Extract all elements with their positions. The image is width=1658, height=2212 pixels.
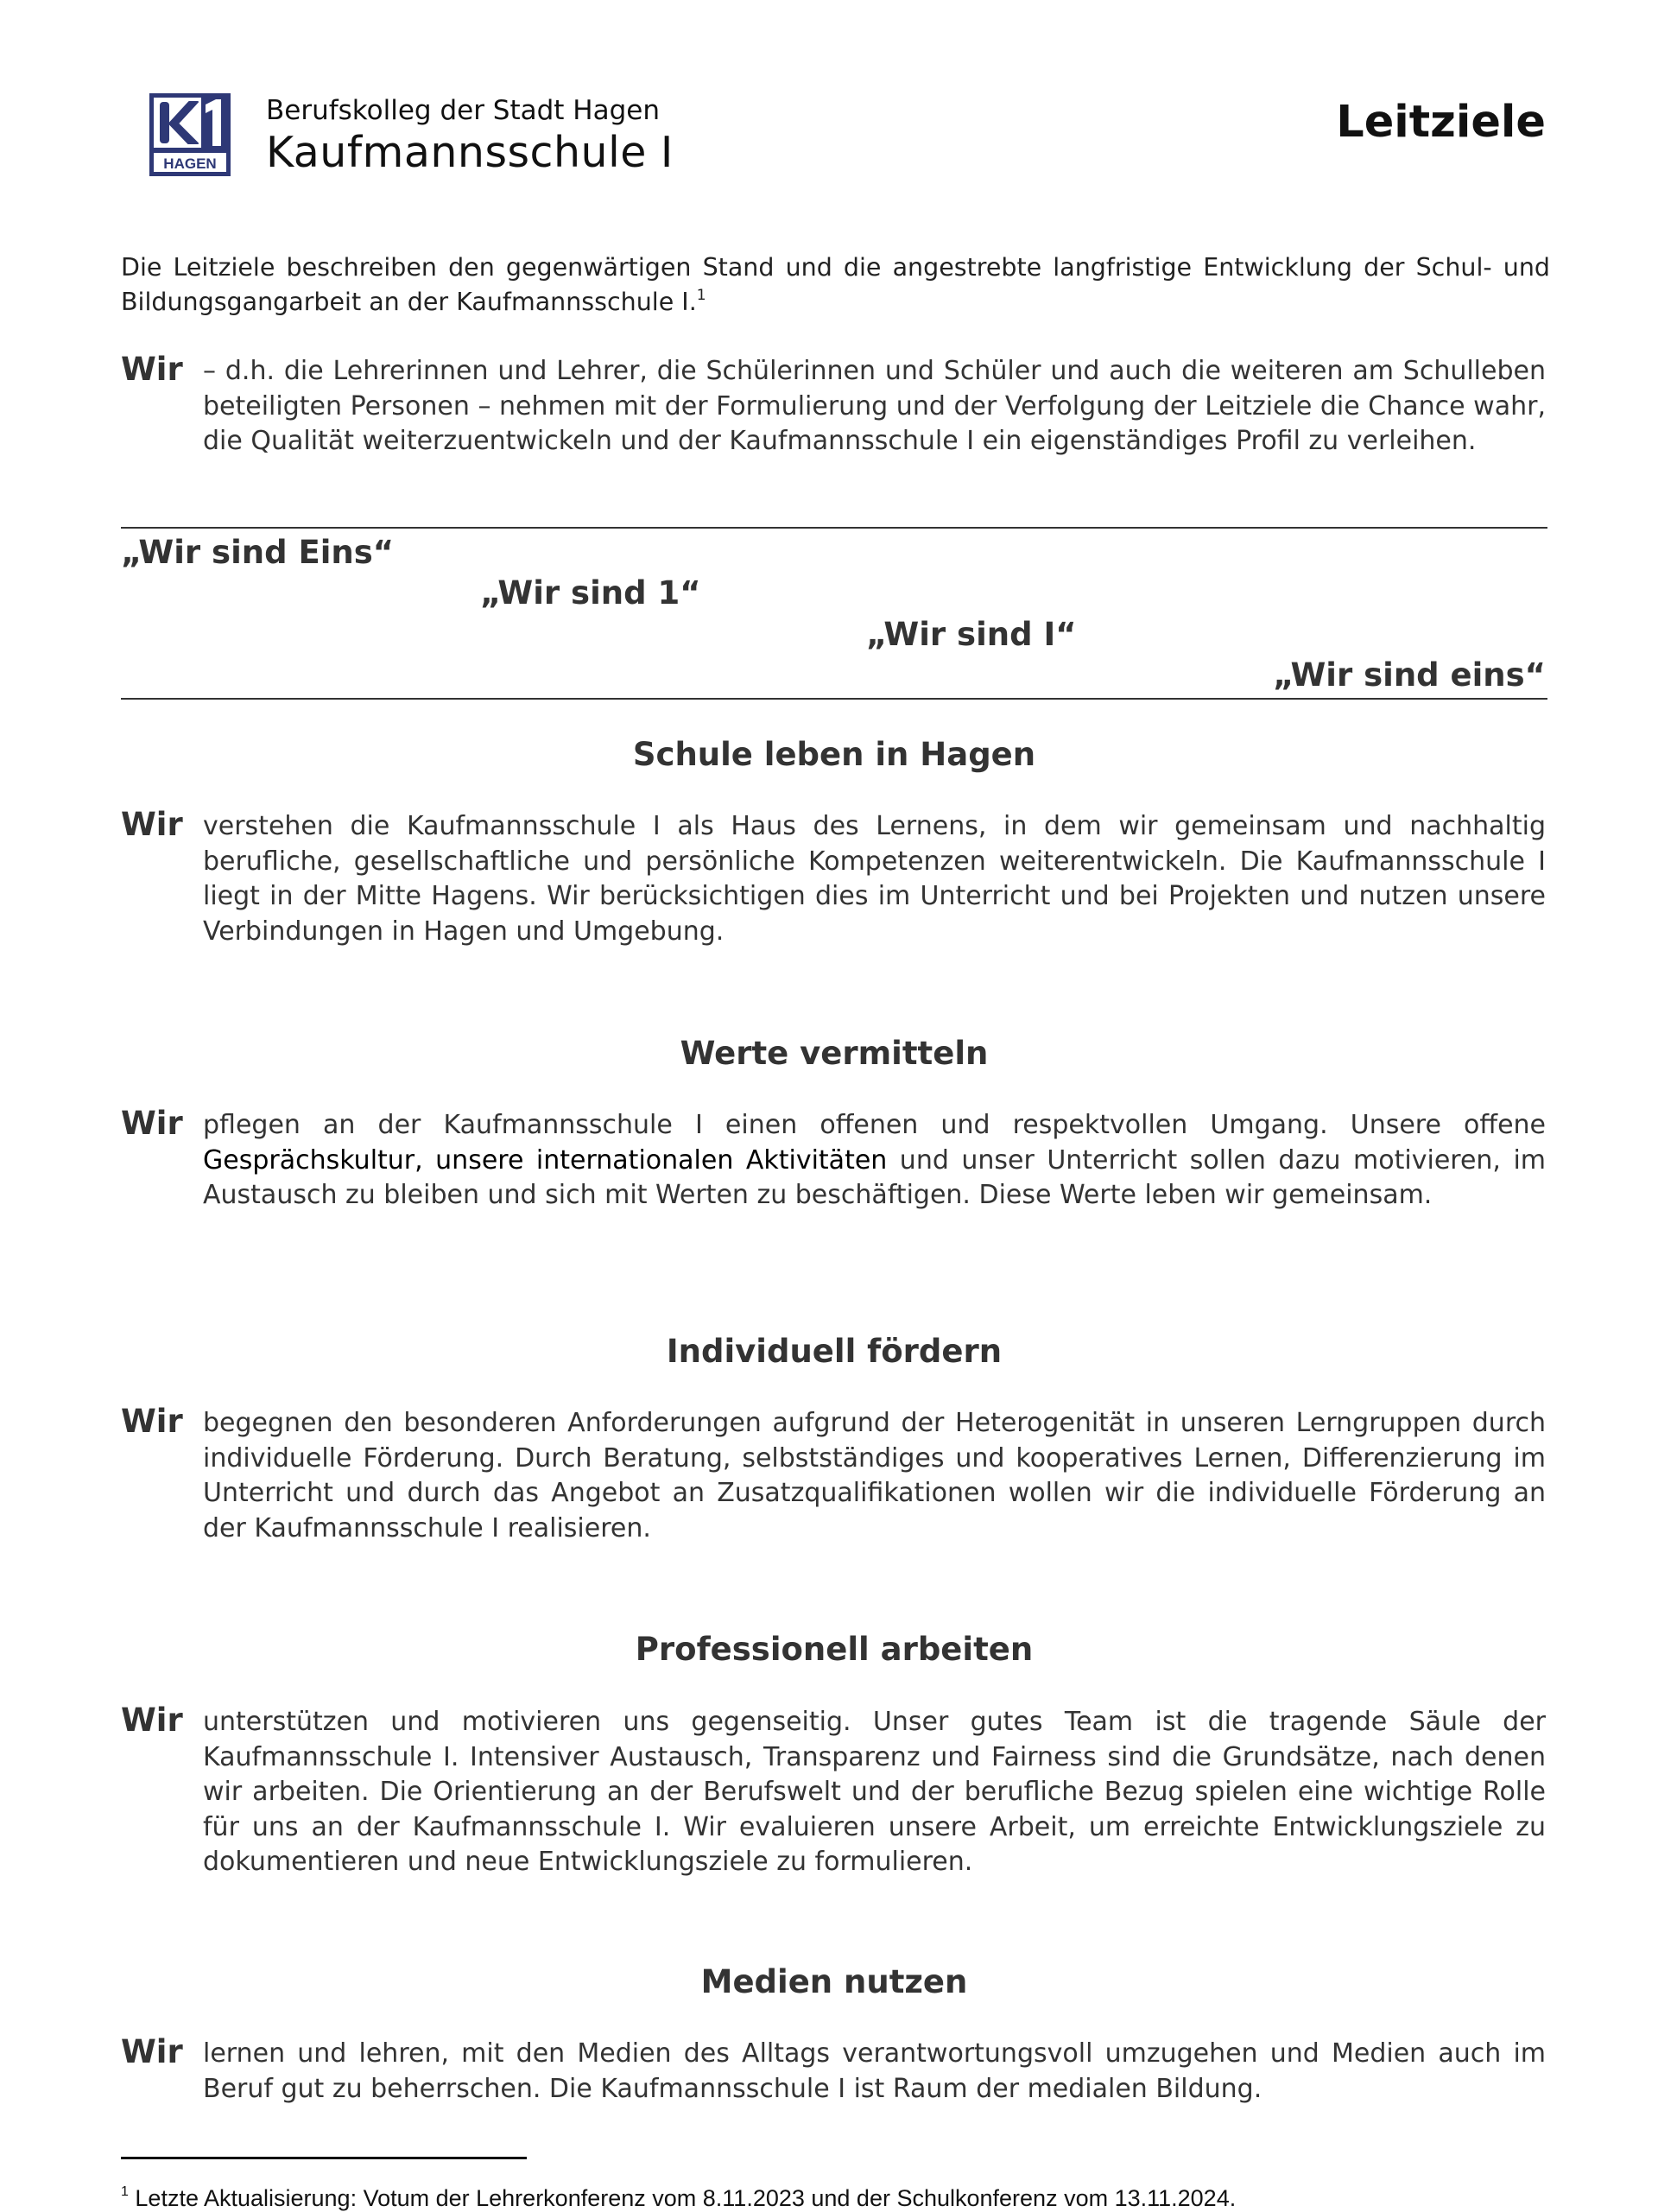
school-name — [266, 93, 674, 178]
section-text: lernen und lehren, mit den Medien des Alltags verantwortungsvoll umzugehen und Medien auch im Beruf gut zu beherrschen. Die Kaufmannsschule I ist Raum der medialen Bildung. — [203, 2038, 1546, 2104]
intro-text: Die Leitziele beschreiben den gegenwärtigen Stand und die angestrebte langfristige Entwicklung der Schul- und Bildungsgangarbeit an der Kaufmannsschule I. — [121, 253, 1550, 316]
wir-lead: Wir — [121, 1105, 183, 1142]
svg-text:HAGEN: HAGEN — [163, 155, 217, 172]
motto-4: „Wir sind eins“ — [1273, 656, 1546, 694]
footnote — [121, 2185, 1236, 2212]
wir-lead: Wir — [121, 1403, 183, 1440]
motto-1: „Wir sind Eins“ — [121, 534, 395, 571]
section-text-emphasis: Gesprächskultur, unsere internationalen Aktivitäten — [203, 1144, 888, 1176]
preamble-text: – d.h. die Lehrerinnen und Lehrer, die Schülerinnen und Schüler und auch die weiteren am Schulleben beteiligten Personen – nehmen mit der Formulierung und der Verfolgung der Leitziele die Chance wahr, die Qualität weiterzuentwickeln und der Kaufmannsschule I ein eigenständiges Profil zu verleihen. — [203, 356, 1546, 456]
section-text: verstehen die Kaufmannsschule I als Haus des Lernens, in dem wir gemeinsam und nachhaltig berufliche, gesellschaftliche und persönliche Kompetenzen weiterentwickeln. Die Kaufmannsschule I liegt in der Mitte Hagens. Wir berücksichtigen dies im Unterricht und bei Projekten und nutzen unsere Verbindungen in Hagen und Umgebung. — [203, 811, 1546, 947]
footnote-text: Letzte Aktualisierung: Votum der Lehrerkonferenz vom 8.11.2023 und der Schulkonferenz vom 13.11.2024. — [128, 2185, 1237, 2211]
section-paragraph-individuell-foerdern — [121, 1403, 1546, 1546]
section-text: begegnen den besonderen Anforderungen aufgrund der Heterogenität in unseren Lerngruppen durch individuelle Förderung. Durch Beratung, selbstständiges und kooperatives Lernen, Differenzierung im Unterricht und durch das Angebot an Zusatzqualifikationen wollen wir die individuelle Förderung an der Kaufmannsschule I realisieren. — [203, 1408, 1546, 1543]
section-heading-schule-leben: Schule leben in Hagen — [632, 736, 1036, 773]
wir-lead: Wir — [121, 806, 183, 843]
footnote-separator — [121, 2157, 527, 2159]
footnote-reference[interactable]: 1 — [696, 287, 706, 304]
section-text-part: pflegen an der Kaufmannsschule I einen offenen und respektvollen Umgang. Unsere offene — [203, 1110, 1546, 1140]
section-heading-werte-vermitteln: Werte vermitteln — [680, 1035, 989, 1072]
preamble-paragraph — [121, 351, 1546, 460]
divider-top — [121, 527, 1547, 529]
section-paragraph-schule-leben — [121, 806, 1546, 949]
section-paragraph-professionell-arbeiten — [121, 1702, 1546, 1880]
school-line-2: Kaufmannsschule I — [266, 128, 674, 177]
wir-lead: Wir — [121, 351, 183, 388]
motto-3: „Wir sind I“ — [866, 616, 1077, 653]
wir-lead: Wir — [121, 2033, 183, 2070]
section-paragraph-werte-vermitteln — [121, 1105, 1547, 1214]
section-heading-medien-nutzen: Medien nutzen — [700, 1963, 968, 2000]
section-text-part: und unser Unterricht sollen dazu motivieren, im Austausch zu bleiben und sich mit Werten zu beschäftigen. Diese Werte leben wir gemeinsam. — [203, 1144, 1547, 1210]
section-text: unterstützen und motivieren uns gegenseitig. Unser gutes Team ist die tragende Säule der Kaufmannsschule I. Intensiver Austausch, Transparenz und Fairness sind die Grundsätze, nach denen wir arbeiten. Die Orientierung an der Berufswelt und der berufliche Bezug spielen eine wichtige Rolle für uns an der Kaufmannsschule I. Wir evaluieren unsere Arbeit, um erreichte Entwicklungsziele zu dokumentieren und neue Entwicklungsziele zu formulieren. — [203, 1707, 1546, 1877]
divider-bottom — [121, 698, 1547, 700]
intro-paragraph — [121, 250, 1550, 320]
k1-hagen-logo-icon — [149, 92, 231, 177]
school-line-1: Berufskolleg der Stadt Hagen — [266, 95, 661, 126]
footnote-marker: 1 — [121, 2184, 129, 2199]
motto-2: „Wir sind 1“ — [480, 574, 701, 612]
section-text — [203, 1108, 1546, 1214]
section-paragraph-medien-nutzen — [121, 2033, 1546, 2107]
page-title: Leitziele — [1336, 97, 1546, 148]
section-heading-professionell-arbeiten: Professionell arbeiten — [635, 1631, 1034, 1668]
wir-lead: Wir — [121, 1702, 183, 1739]
section-heading-individuell-foerdern: Individuell fördern — [666, 1333, 1003, 1370]
